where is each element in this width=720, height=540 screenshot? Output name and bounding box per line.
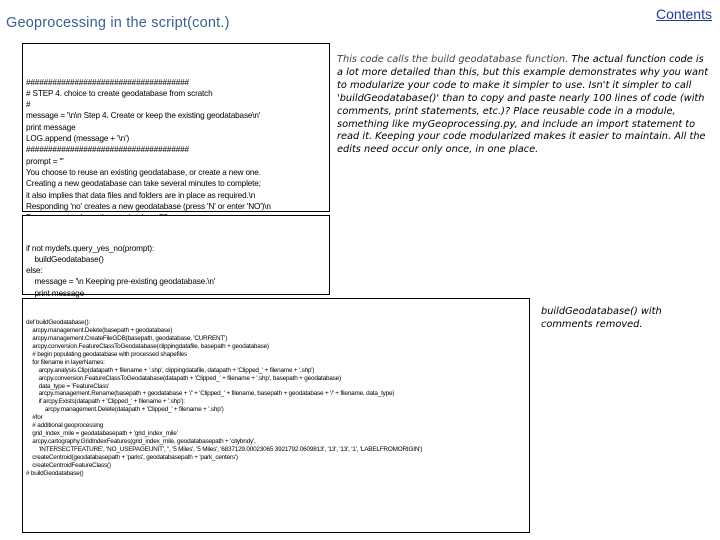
contents-link[interactable]: Contents xyxy=(655,6,712,22)
code-line: buildGeodatabase() xyxy=(26,254,104,264)
code-line: # buildGeodatabase() xyxy=(26,470,84,478)
code-line: #for xyxy=(26,414,43,422)
code-line: arcpy.management.Delete(datapath + 'Clipped_' + filename + '.shp') xyxy=(26,406,224,414)
code-line: arcpy.conversion.FeatureClassToGeodatabase(clippingdatafile, basepath + geodatabase) xyxy=(26,342,269,350)
code-line: arcpy.management.CreateFileGDB(basepath, geodatabase, 'CURRENT') xyxy=(26,334,228,342)
code-block-build-geodatabase xyxy=(22,298,530,533)
code-line: arcpy.analysis.Clip(datapath + filename + '.shp', clippingdatafile, datapath + 'Clipped_' + filename + '.shp') xyxy=(26,366,315,374)
description-lead: This code calls the build geodatabase function. xyxy=(337,54,569,65)
code-block-query xyxy=(22,215,330,298)
code-line: You choose to reuse an existing geodatabase, or create a new one. xyxy=(26,167,261,177)
code-line: ##################################### xyxy=(26,145,189,155)
code-line: if arcpy.Exists(datapath + 'Clipped_' + filename + '.shp'): xyxy=(26,398,185,406)
code-line: print message xyxy=(26,288,84,298)
code-line: ##################################### xyxy=(26,77,189,87)
code-line: print message xyxy=(26,122,76,132)
code-line: else: xyxy=(26,266,43,276)
code-line: # xyxy=(26,100,31,110)
code-line: 'INTERSECTFEATURE', 'NO_USEPAGEUNIT', '', '5 Miles', '5 Miles', '6837129.00023065 3921792.0609813', '13', '13', '1', 'LABELFROMORIGIN') xyxy=(26,446,423,454)
code-line: message = '\n\n Step 4. Create or keep the existing geodatabase\n' xyxy=(26,111,261,121)
slide-title: Geoprocessing in the script(cont.) xyxy=(6,15,230,31)
code-block-step4 xyxy=(22,43,330,212)
code-line: Creating a new geodatabase can take several minutes to complete; xyxy=(26,179,261,189)
code-line: if not mydefs.query_yes_no(prompt): xyxy=(26,243,155,253)
code-line: # STEP 4. choice to create geodatabase from scratch xyxy=(26,88,213,98)
code-line: arcpy.management.Delete(basepath + geodatabase) xyxy=(26,326,173,334)
code-line: prompt = ''' xyxy=(26,156,64,166)
code-line: Responding 'no' creates a new geodatabase (press 'N' or enter 'NO')\n xyxy=(26,201,271,211)
code-line: message = '\n Keeping pre-existing geodatabase.\n' xyxy=(26,277,216,287)
code-line: createCentroidFeatureClass() xyxy=(26,462,111,470)
code-line: arcpy.conversion.FeatureClassToGeodatabase(datapath + 'Clipped_' + filename + '.shp', basepath + geodatabase) xyxy=(26,374,341,382)
code-line: arcpy.management.Rename(basepath + geodatabase + '/' + 'Clipped_' + filename, basepath + geodatabase + '/' + filename, data_type) xyxy=(26,390,395,398)
code-line: data_type = 'FeatureClass' xyxy=(26,382,110,390)
description-text xyxy=(337,54,712,157)
code-line: it also implies that data files and folders are in place as required.\n xyxy=(26,190,256,200)
code-line: def buildGeodatabase(): xyxy=(26,318,90,326)
side-note: buildGeodatabase() with comments removed. xyxy=(541,306,662,330)
code-line: # begin populating geodatabase with processed shapefiles xyxy=(26,350,188,358)
code-line: createCentroid(geodatabasepath + 'parks', geodatabasepath + 'park_centers') xyxy=(26,454,238,462)
description-body: The actual function code is a lot more detailed than this, but this example demonstrates why you want to modularize your code to make it simpler to use. Isn't it simpler to call 'buildGeodatabase()' than to copy and paste nearly 100 lines of code (with comments, print statements, etc.)? Place reusable code in a module, something like myGeoprocessing.py, and include an import statement to read it. Keeping your code modularized makes it easier to maintain. All the edits need occur only once, in one place. xyxy=(337,54,709,156)
code-line: LOG.append (message + '\n') xyxy=(26,134,130,144)
code-line: arcpy.cartography.GridIndexFeatures(grid_index_mile, geodatabasepath + 'citybndy', xyxy=(26,438,256,446)
code-line: grid_index_mile = geodatabasepath + 'grid_index_mile' xyxy=(26,430,178,438)
code-line: # additional geoprocessing xyxy=(26,422,104,430)
code-line: for filename in layerNames: xyxy=(26,358,105,366)
